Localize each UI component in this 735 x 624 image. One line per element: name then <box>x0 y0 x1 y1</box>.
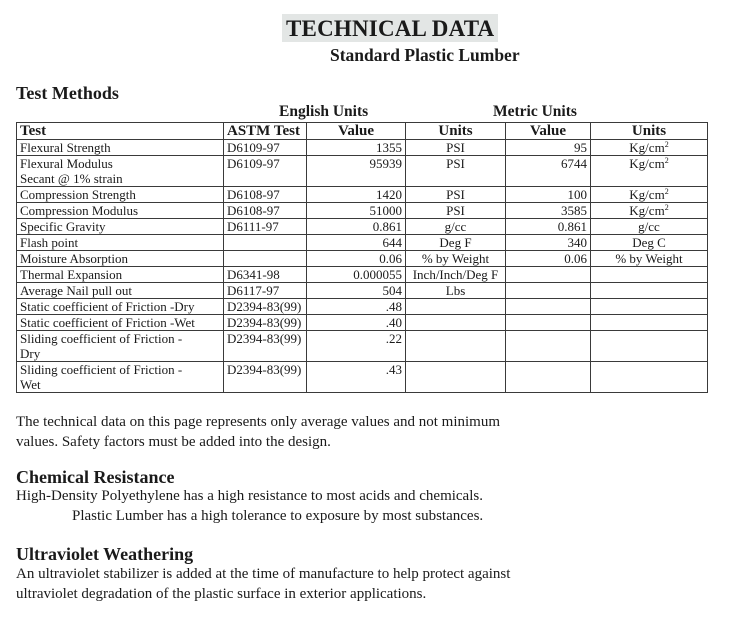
cell-units-metric <box>591 315 708 331</box>
disclaimer-line-2: values. Safety factors must be added into the design. <box>16 434 331 450</box>
cell-units-english: Deg F <box>406 235 506 251</box>
table-row <box>17 156 708 187</box>
metric-unit: Kg/cm <box>629 156 665 171</box>
uv-weathering-heading: Ultraviolet Weathering <box>16 544 194 564</box>
chemical-resistance-heading: Chemical Resistance <box>16 467 175 487</box>
col-header-value-english: Value <box>307 123 406 140</box>
table-row <box>17 331 708 362</box>
disclaimer-line-1: The technical data on this page represents only average values and not minimum <box>16 414 501 430</box>
document-title: TECHNICAL DATA <box>282 14 498 42</box>
cell-value-english: 644 <box>307 235 406 251</box>
cell-units-english <box>406 315 506 331</box>
cell-units-metric <box>591 187 708 203</box>
test-name: Average Nail pull out <box>20 283 133 298</box>
uv-weathering-line-1: An ultraviolet stabilizer is added at the time of manufacture to help protect against <box>16 566 511 582</box>
cell-test <box>17 283 224 299</box>
cell-test <box>17 219 224 235</box>
test-name: Flexural Strength <box>20 140 111 155</box>
cell-value-metric: 100 <box>506 187 591 203</box>
cell-test <box>17 235 224 251</box>
cell-value-english: 1355 <box>307 140 406 156</box>
table-row <box>17 267 708 283</box>
test-name: Compression Modulus <box>20 203 139 218</box>
cell-value-metric: 0.861 <box>506 219 591 235</box>
test-name: Flash point <box>20 235 79 250</box>
table-header-row <box>17 123 708 140</box>
cell-value-metric: 0.06 <box>506 251 591 267</box>
cell-value-english: 95939 <box>307 156 406 187</box>
col-header-units-metric: Units <box>591 123 708 140</box>
table-row <box>17 299 708 315</box>
cell-astm: D2394-83(99) <box>224 331 307 362</box>
test-name: Specific Gravity <box>20 219 106 234</box>
cell-value-english: .40 <box>307 315 406 331</box>
cell-astm: D6108-97 <box>224 187 307 203</box>
cell-value-metric <box>506 331 591 362</box>
cell-astm: D6108-97 <box>224 203 307 219</box>
cell-units-english: PSI <box>406 140 506 156</box>
metric-unit: Kg/cm <box>629 187 665 202</box>
cell-units-english <box>406 331 506 362</box>
cell-value-metric <box>506 267 591 283</box>
cell-value-metric <box>506 362 591 393</box>
cell-value-english: .43 <box>307 362 406 393</box>
cell-astm: D2394-83(99) <box>224 315 307 331</box>
cell-value-english: 504 <box>307 283 406 299</box>
table-row <box>17 219 708 235</box>
cell-test <box>17 331 224 362</box>
cell-value-metric: 3585 <box>506 203 591 219</box>
cell-units-english: PSI <box>406 203 506 219</box>
cell-units-metric <box>591 283 708 299</box>
document-subtitle: Standard Plastic Lumber <box>330 45 520 65</box>
test-name: Flexural Modulus <box>20 156 113 171</box>
cell-test <box>17 156 224 187</box>
metric-unit: Kg/cm <box>629 203 665 218</box>
chemical-resistance-line-1: High-Density Polyethylene has a high resistance to most acids and chemicals. <box>16 488 483 504</box>
cell-units-metric <box>591 156 708 187</box>
test-methods-heading: Test Methods <box>16 83 119 103</box>
cell-astm <box>224 251 307 267</box>
cell-value-metric <box>506 299 591 315</box>
metric-unit: g/cc <box>638 219 660 234</box>
cell-astm: D6341-98 <box>224 267 307 283</box>
cell-units-english: Lbs <box>406 283 506 299</box>
cell-units-metric <box>591 140 708 156</box>
cell-test <box>17 187 224 203</box>
col-header-test: Test <box>17 123 224 140</box>
table-row <box>17 235 708 251</box>
cell-value-english: 0.06 <box>307 251 406 267</box>
cell-value-metric <box>506 283 591 299</box>
cell-astm: D2394-83(99) <box>224 299 307 315</box>
disclaimer-text <box>16 412 500 452</box>
cell-astm: D6111-97 <box>224 219 307 235</box>
metric-unit: % by Weight <box>615 251 683 266</box>
table-row <box>17 315 708 331</box>
cell-units-english <box>406 362 506 393</box>
cell-units-metric <box>591 331 708 362</box>
cell-value-english: 0.861 <box>307 219 406 235</box>
test-name: Thermal Expansion <box>20 267 123 282</box>
test-name: Sliding coefficient of Friction - <box>20 362 183 377</box>
test-name: Compression Strength <box>20 187 136 202</box>
cell-units-english: PSI <box>406 156 506 187</box>
test-name-line-2: Secant @ 1% strain <box>20 171 123 186</box>
test-name: Static coefficient of Friction -Dry <box>20 299 195 314</box>
table-row <box>17 203 708 219</box>
cell-astm: D6109-97 <box>224 140 307 156</box>
cell-units-metric <box>591 299 708 315</box>
cell-units-english: Inch/Inch/Deg F <box>406 267 506 283</box>
unit-exponent: 2 <box>664 203 669 212</box>
cell-test <box>17 362 224 393</box>
table-row <box>17 362 708 393</box>
col-header-units-english: Units <box>406 123 506 140</box>
cell-test <box>17 267 224 283</box>
cell-astm: D2394-83(99) <box>224 362 307 393</box>
metric-unit: Kg/cm <box>629 140 665 155</box>
cell-astm <box>224 235 307 251</box>
cell-test <box>17 203 224 219</box>
english-units-label: English Units <box>279 103 369 120</box>
metric-unit: Deg C <box>632 235 666 250</box>
unit-exponent: 2 <box>664 187 669 196</box>
cell-value-metric <box>506 315 591 331</box>
cell-units-metric <box>591 219 708 235</box>
test-name-line-2: Dry <box>20 346 41 361</box>
cell-units-english: PSI <box>406 187 506 203</box>
table-row <box>17 251 708 267</box>
cell-units-english: g/cc <box>406 219 506 235</box>
cell-test <box>17 140 224 156</box>
cell-units-metric <box>591 203 708 219</box>
cell-units-english <box>406 299 506 315</box>
cell-astm: D6117-97 <box>224 283 307 299</box>
cell-units-metric <box>591 267 708 283</box>
cell-test <box>17 315 224 331</box>
cell-value-english: 0.000055 <box>307 267 406 283</box>
chemical-resistance-line-2: Plastic Lumber has a high tolerance to exposure by most substances. <box>72 508 484 524</box>
metric-units-label: Metric Units <box>493 103 577 120</box>
unit-exponent: 2 <box>664 140 669 149</box>
cell-units-metric <box>591 235 708 251</box>
test-name: Static coefficient of Friction -Wet <box>20 315 195 330</box>
uv-weathering-text <box>16 564 510 604</box>
cell-value-english: .22 <box>307 331 406 362</box>
test-name: Moisture Absorption <box>20 251 128 266</box>
test-name-line-2: Wet <box>20 377 41 392</box>
cell-value-metric: 340 <box>506 235 591 251</box>
cell-value-metric: 6744 <box>506 156 591 187</box>
cell-units-metric <box>591 362 708 393</box>
col-header-astm: ASTM Test <box>224 123 307 140</box>
cell-value-english: 51000 <box>307 203 406 219</box>
cell-astm: D6109-97 <box>224 156 307 187</box>
cell-value-metric: 95 <box>506 140 591 156</box>
table-row <box>17 187 708 203</box>
chemical-resistance-text <box>16 486 483 526</box>
cell-test <box>17 251 224 267</box>
test-methods-table <box>16 122 708 393</box>
uv-weathering-line-2: ultraviolet degradation of the plastic surface in exterior applications. <box>16 586 427 602</box>
cell-units-metric <box>591 251 708 267</box>
cell-value-english: 1420 <box>307 187 406 203</box>
table-row <box>17 283 708 299</box>
col-header-value-metric: Value <box>506 123 591 140</box>
table-row <box>17 140 708 156</box>
table-body <box>17 140 708 393</box>
cell-test <box>17 299 224 315</box>
test-name: Sliding coefficient of Friction - <box>20 331 183 346</box>
cell-value-english: .48 <box>307 299 406 315</box>
cell-units-english: % by Weight <box>406 251 506 267</box>
unit-exponent: 2 <box>664 156 669 165</box>
